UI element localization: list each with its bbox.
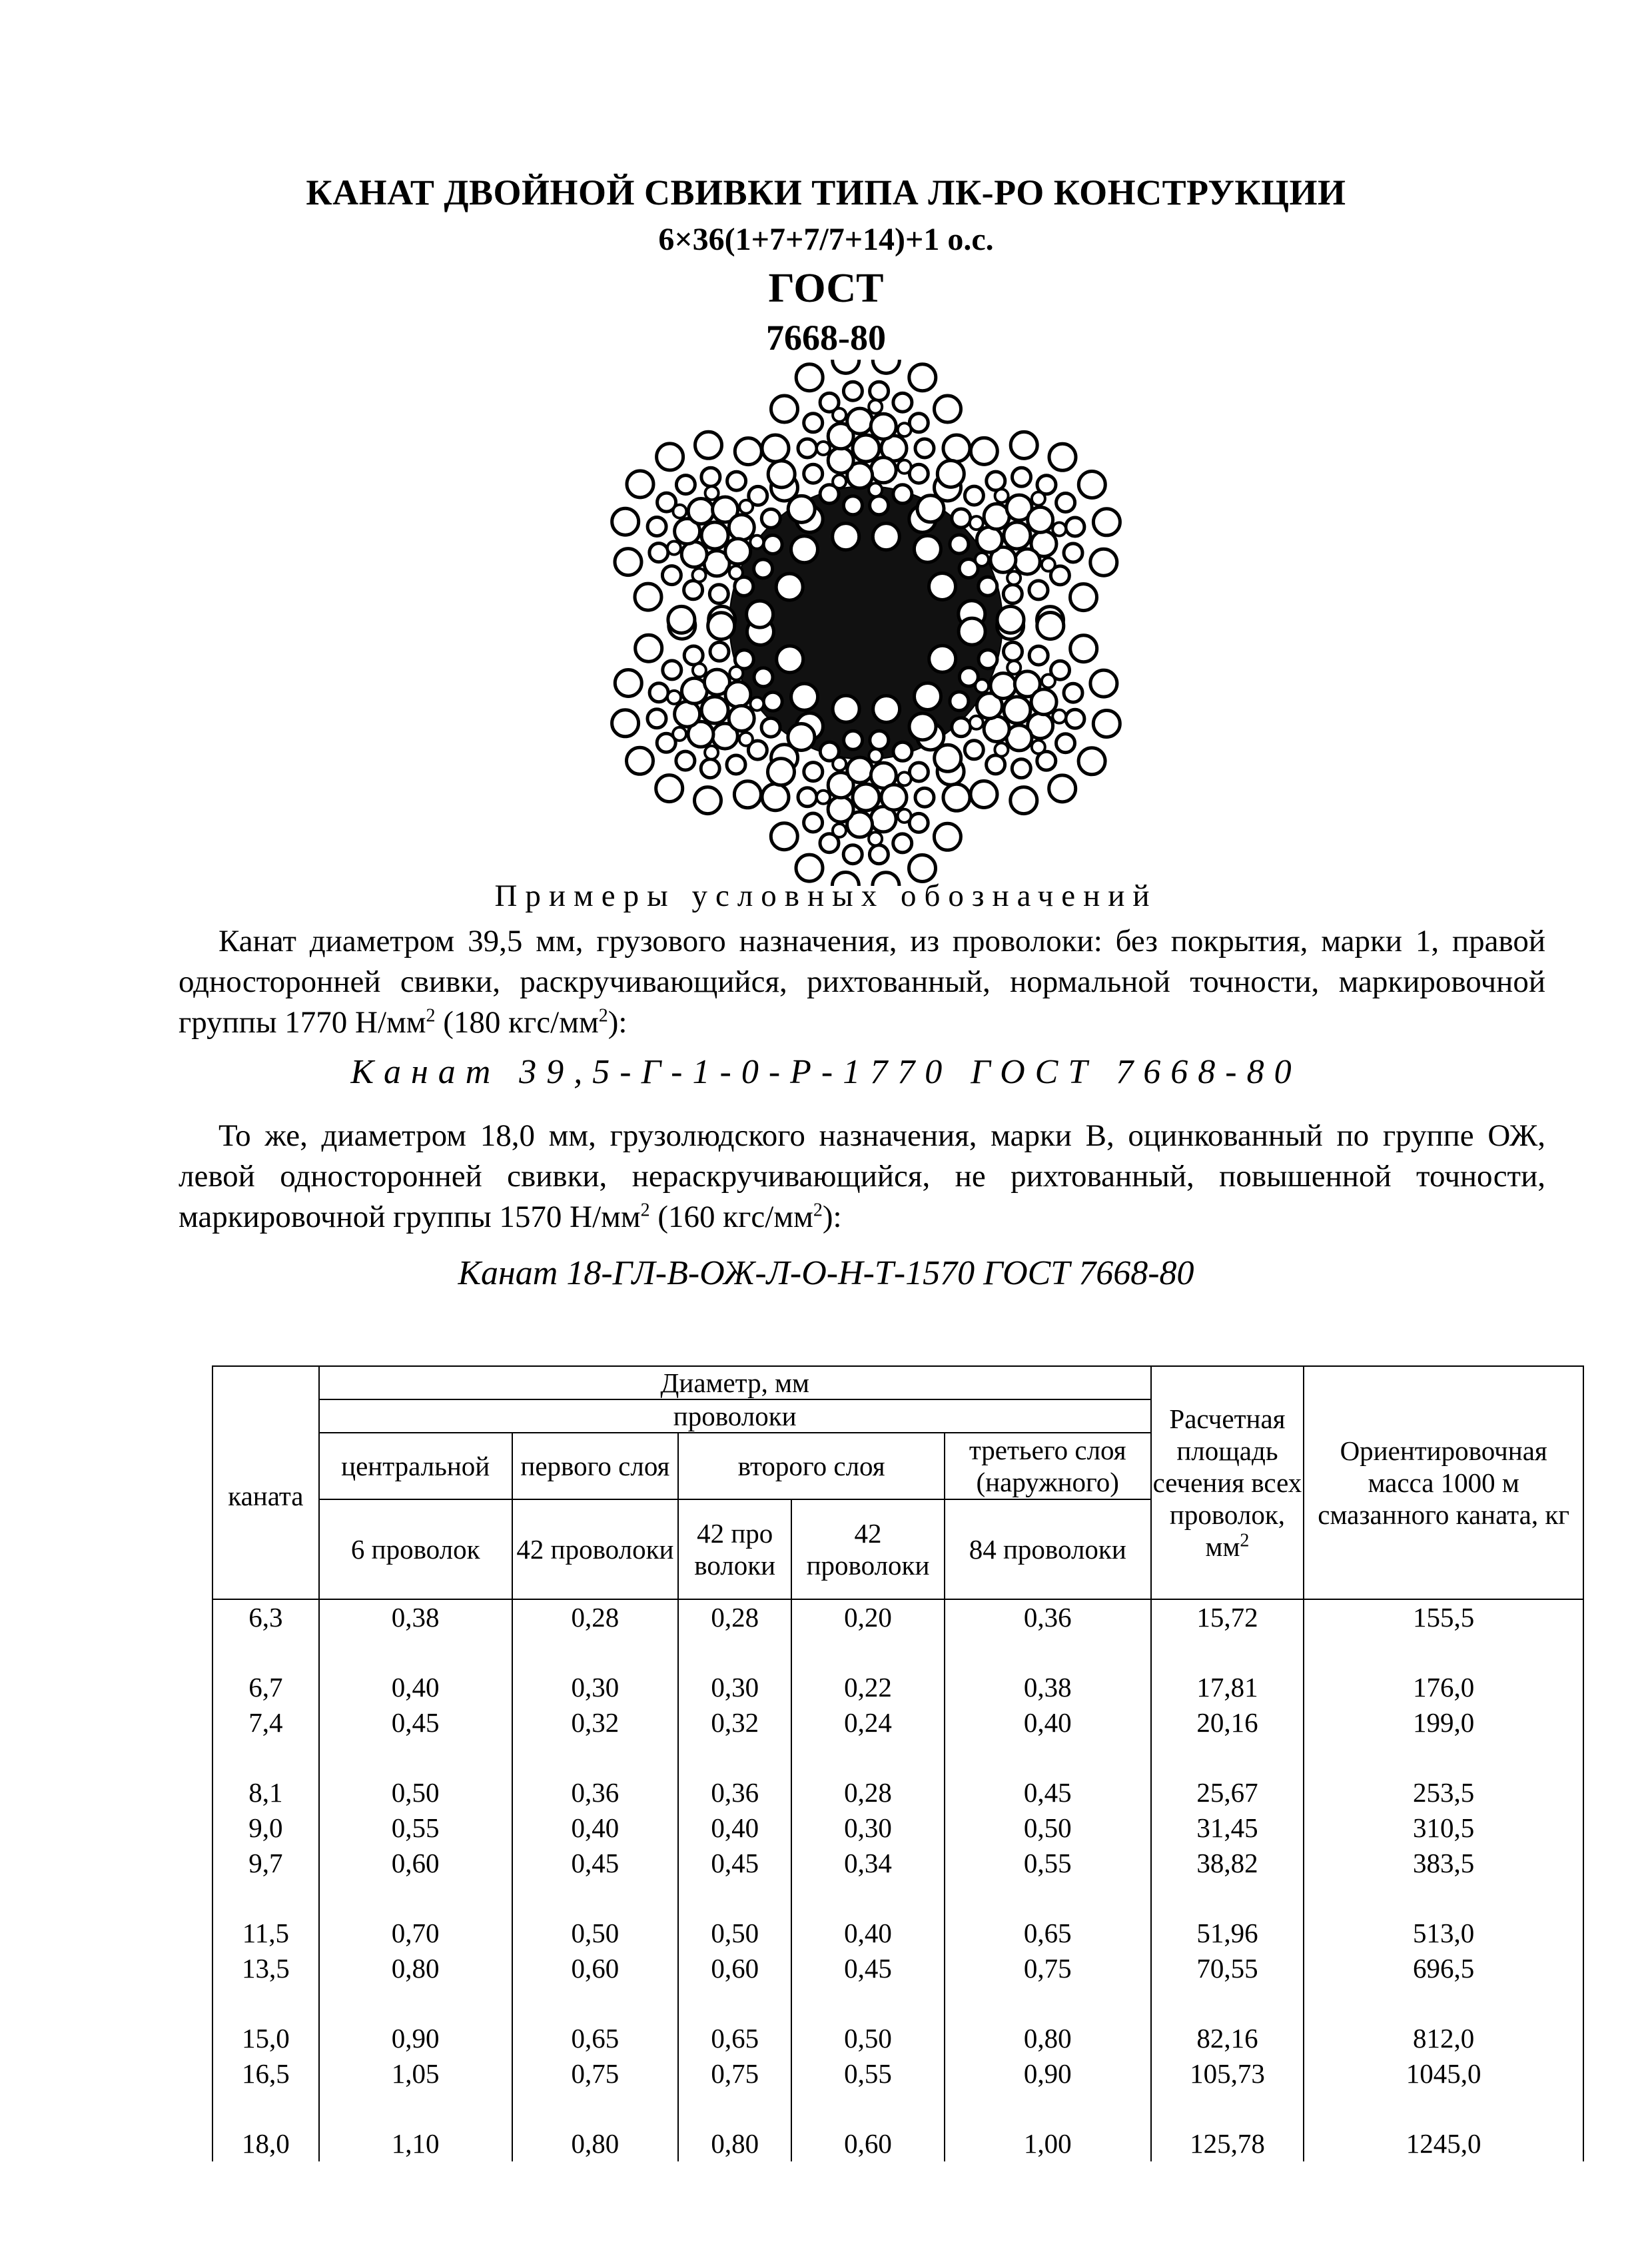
table-cell: 513,0: [1304, 1916, 1583, 1951]
table-cell: 16,5: [212, 2056, 319, 2091]
table-cell: 11,5: [212, 1916, 319, 1951]
table-cell: 0,70: [319, 1916, 512, 1951]
header-first-layer: первого слоя: [512, 1433, 679, 1499]
table-row: [212, 1670, 1583, 1705]
table-cell: 0,22: [791, 1670, 945, 1705]
table-cell: 0,80: [945, 2021, 1151, 2056]
header-central-count: 6 проволок: [319, 1499, 512, 1599]
header-diameter: Диаметр, мм: [319, 1366, 1151, 1399]
table-row: [212, 1775, 1583, 1810]
table-cell: 0,60: [678, 1951, 791, 1986]
example-1-text: Канат диаметром 39,5 мм, грузового назначения, из проволоки: без покрытия, марки 1, правой односторонней свивки, раскручивающийся, рихтованный, нормальной точности, маркировочной группы 1770 $Н/мм^2$ (180 кгс/$мм^2$):: [179, 924, 1545, 1040]
table-row: [212, 1810, 1583, 1846]
table-cell: 0,55: [791, 2056, 945, 2091]
table-cell: 0,65: [945, 1916, 1151, 1951]
table-cell: 0,32: [512, 1705, 679, 1740]
table-cell: 1245,0: [1304, 2126, 1583, 2161]
table-cell: 0,40: [678, 1810, 791, 1846]
table-cell: 310,5: [1304, 1810, 1583, 1846]
table-cell: 0,60: [791, 2126, 945, 2161]
example-2-designation: Канат 18-ГЛ-В-ОЖ-Л-О-Н-Т-1570 ГОСТ 7668-80: [458, 1254, 1194, 1292]
table-cell: 0,60: [512, 1951, 679, 1986]
examples-heading: Примеры условных обозначений: [494, 879, 1158, 913]
table-cell: 82,16: [1151, 2021, 1304, 2056]
table-cell: 125,78: [1151, 2126, 1304, 2161]
table-cell: 0,38: [319, 1599, 512, 1635]
table-cell: 1,00: [945, 2126, 1151, 2161]
table-cell: 17,81: [1151, 1670, 1304, 1705]
rope-construction: 6×36(1+7+7/7+14)+1 о.с.: [658, 222, 994, 257]
table-cell: 176,0: [1304, 1670, 1583, 1705]
table-row: [212, 1705, 1583, 1740]
table-row: [212, 1599, 1583, 1635]
table-cell: 9,0: [212, 1810, 319, 1846]
table-cell: 0,50: [319, 1775, 512, 1810]
table-cell: 1045,0: [1304, 2056, 1583, 2091]
table-cell: 0,34: [791, 1846, 945, 1881]
header-wires: проволоки: [319, 1399, 1151, 1433]
table-cell: 0,50: [791, 2021, 945, 2056]
rope-cross-section-drawing: [580, 360, 1152, 886]
table-row: [212, 1846, 1583, 1881]
table-cell: 0,45: [319, 1705, 512, 1740]
table-cell: 15,72: [1151, 1599, 1304, 1635]
table-cell: 812,0: [1304, 2021, 1583, 2056]
table-row: [212, 1916, 1583, 1951]
table-cell: 0,28: [791, 1775, 945, 1810]
table-cell: 0,40: [791, 1916, 945, 1951]
table-cell: 0,40: [319, 1670, 512, 1705]
table-cell: 0,65: [512, 2021, 679, 2056]
table-cell: 0,28: [512, 1599, 679, 1635]
table-cell: 0,50: [512, 1916, 679, 1951]
table-cell: 6,7: [212, 1670, 319, 1705]
table-cell: 1,10: [319, 2126, 512, 2161]
table-cell: 0,40: [945, 1705, 1151, 1740]
table-cell: 31,45: [1151, 1810, 1304, 1846]
header-second-count-a: 42 про волоки: [678, 1499, 791, 1599]
table-cell: 0,90: [319, 2021, 512, 2056]
table-cell: 0,90: [945, 2056, 1151, 2091]
table-cell: 253,5: [1304, 1775, 1583, 1810]
table-cell: 0,75: [678, 2056, 791, 2091]
table-cell: 0,50: [945, 1810, 1151, 1846]
table-cell: 0,36: [512, 1775, 679, 1810]
example-1-designation: Канат 39,5-Г-1-0-Р-1770 ГОСТ 7668-80: [350, 1053, 1302, 1091]
example-2-text: То же, диаметром 18,0 мм, грузолюдского назначения, марки В, оцинкованный по группе ОЖ, левой односторонней свивки, нераскручивающийся, не рихтованный, повышенной точности, маркировочной группы 1570 $Н/мм^2$ (160 кгс/$мм^2$):: [179, 1118, 1545, 1234]
table-cell: 0,36: [945, 1599, 1151, 1635]
table-cell: 0,80: [678, 2126, 791, 2161]
table-cell: 0,55: [319, 1810, 512, 1846]
table-cell: 0,30: [791, 1810, 945, 1846]
table-cell: 18,0: [212, 2126, 319, 2161]
header-third-count: 84 проволоки: [945, 1499, 1151, 1599]
table-cell: 0,80: [512, 2126, 679, 2161]
table-cell: 199,0: [1304, 1705, 1583, 1740]
table-row: [212, 2021, 1583, 2056]
table-cell: 155,5: [1304, 1599, 1583, 1635]
table-cell: 70,55: [1151, 1951, 1304, 1986]
table-cell: 15,0: [212, 2021, 319, 2056]
table-cell: 25,67: [1151, 1775, 1304, 1810]
table-cell: 0,80: [319, 1951, 512, 1986]
table-cell: 0,36: [678, 1775, 791, 1810]
table-cell: 13,5: [212, 1951, 319, 1986]
table-cell: 38,82: [1151, 1846, 1304, 1881]
table-cell: 0,20: [791, 1599, 945, 1635]
table-cell: 383,5: [1304, 1846, 1583, 1881]
table-row: [212, 2056, 1583, 2091]
table-cell: 9,7: [212, 1846, 319, 1881]
table-cell: 0,45: [678, 1846, 791, 1881]
table-cell: 0,28: [678, 1599, 791, 1635]
table-cell: 0,60: [319, 1846, 512, 1881]
table-cell: 7,4: [212, 1705, 319, 1740]
table-cell: 105,73: [1151, 2056, 1304, 2091]
header-mass: Ориентировочная масса 1000 м смазанного каната, кг: [1304, 1366, 1583, 1599]
header-second-count-b: 42 проволоки: [791, 1499, 945, 1599]
standard-number: 7668-80: [766, 318, 886, 358]
table-cell: 0,40: [512, 1810, 679, 1846]
header-second-layer: второго слоя: [678, 1433, 945, 1499]
header-third-layer: третьего слоя (наружного): [945, 1433, 1151, 1499]
rope-dimensions-table: [212, 1365, 1584, 2188]
table-cell: 696,5: [1304, 1951, 1583, 1986]
header-first-count: 42 проволоки: [512, 1499, 679, 1599]
table-cell: 8,1: [212, 1775, 319, 1810]
table-cell: 0,75: [512, 2056, 679, 2091]
table-cell: 1,05: [319, 2056, 512, 2091]
header-central: центральной: [319, 1433, 512, 1499]
header-rope: каната: [212, 1366, 319, 1599]
table-cell: 0,45: [512, 1846, 679, 1881]
table-cell: 0,75: [945, 1951, 1151, 1986]
table-cell: 0,45: [791, 1951, 945, 1986]
table-cell: 51,96: [1151, 1916, 1304, 1951]
table-cell: 0,55: [945, 1846, 1151, 1881]
header-area: Расчетная площадь сечения всех проволок, $мм^2$: [1151, 1366, 1304, 1599]
table-cell: 0,30: [678, 1670, 791, 1705]
table-cell: 0,45: [945, 1775, 1151, 1810]
table-cell: 0,32: [678, 1705, 791, 1740]
table-cell: 0,30: [512, 1670, 679, 1705]
table-row: [212, 1951, 1583, 1986]
table-cell: 0,38: [945, 1670, 1151, 1705]
table-cell: 0,24: [791, 1705, 945, 1740]
table-cell: 20,16: [1151, 1705, 1304, 1740]
standard-label: ГОСТ: [768, 266, 884, 311]
document-title: КАНАТ ДВОЙНОЙ СВИВКИ ТИПА ЛК-РО КОНСТРУКЦИИ: [306, 173, 1346, 212]
table-cell: 0,65: [678, 2021, 791, 2056]
table-cell: 0,50: [678, 1916, 791, 1951]
table-row: [212, 2126, 1583, 2161]
table-cell: 6,3: [212, 1599, 319, 1635]
